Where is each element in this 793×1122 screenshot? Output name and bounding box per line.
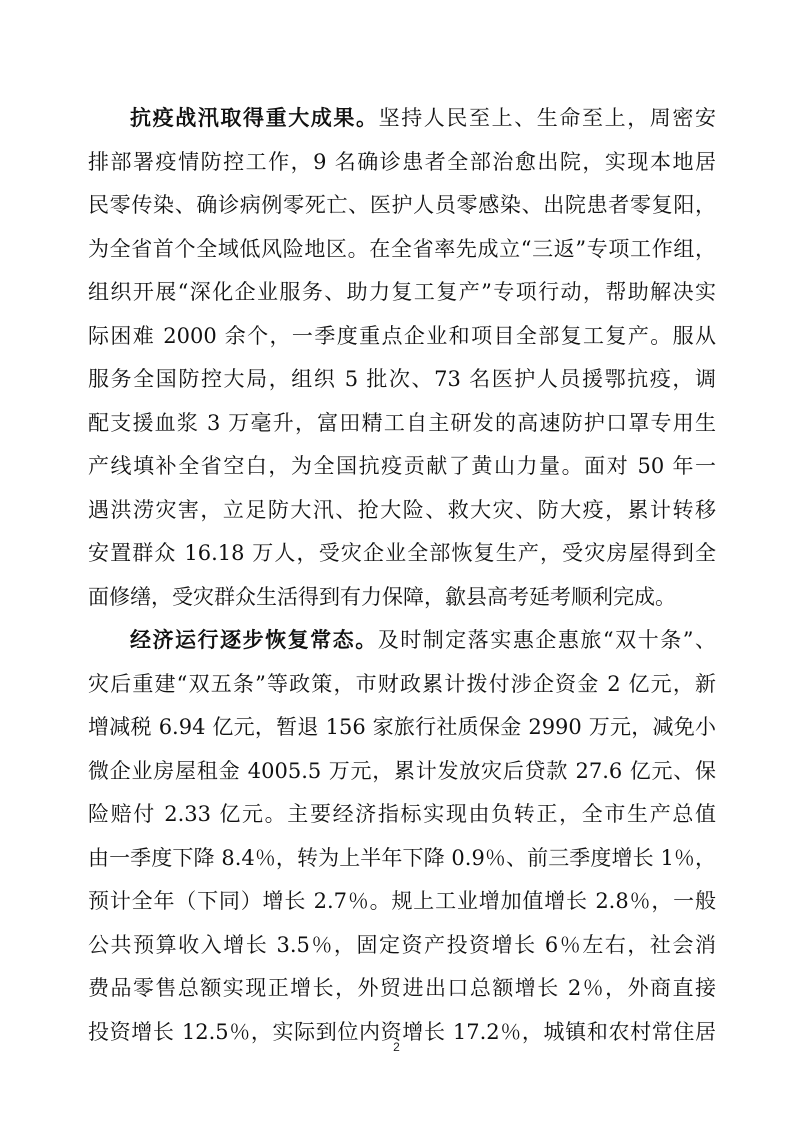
paragraph-1-line-6: 际困难 2000 余个，一季度重点企业和项目全部复工复产。服从 <box>88 323 716 348</box>
paragraph-1-line-2: 排部署疫情防控工作，9 名确诊患者全部治愈出院，实现本地居 <box>88 149 716 174</box>
paragraph-1-line-5: 组织开展“深化企业服务、助力复工复产”专项行动，帮助解决实 <box>88 280 716 304</box>
paragraph-1-line-9: 产线填补全省空白，为全国抗疫贡献了黄山力量。面对 50 年一 <box>88 454 716 478</box>
paragraph-1-text: 坚持人民至上、生命至上，周密安 <box>378 106 717 130</box>
paragraph-2-line-7: 预计全年（下同）增长 2.7％。规上工业增加值增长 2.8％，一般 <box>88 889 716 913</box>
paragraph-1-heading: 抗疫战汛取得重大成果。 <box>130 106 379 130</box>
paragraph-1-line-1 <box>88 97 716 141</box>
document-body <box>88 97 716 1054</box>
paragraph-1-line-4: 为全省首个全域低风险地区。在全省率先成立“三返”专项工作组， <box>88 236 716 261</box>
paragraph-1-line-8: 配支援血浆 3 万毫升，富田精工自主研发的高速防护口罩专用生 <box>88 410 716 435</box>
paragraph-2-line-1 <box>88 619 716 663</box>
paragraph-1-line-10: 遇洪涝灾害，立足防大汛、抢大险、救大灾、防大疫，累计转移 <box>88 497 716 522</box>
paragraph-2-line-10: 投资增长 12.5％，实际到位内资增长 17.2％，城镇和农村常住居 <box>88 1019 716 1044</box>
paragraph-2-text: 及时制定落实惠企惠旅“双十条”、 <box>377 628 716 652</box>
paragraph-2-line-3: 增减税 6.94 亿元，暂退 156 家旅行社质保金 2990 万元，减免小 <box>88 715 716 739</box>
page-number: 2 <box>393 1040 400 1054</box>
paragraph-2-line-8: 公共预算收入增长 3.5％，固定资产投资增长 6％左右，社会消 <box>88 932 716 957</box>
paragraph-2-line-9: 费品零售总额实现正增长，外贸进出口总额增长 2％，外商直接 <box>88 976 716 1000</box>
paragraph-2-heading: 经济运行逐步恢复常态。 <box>130 628 378 652</box>
paragraph-2-line-4: 微企业房屋租金 4005.5 万元，累计发放灾后贷款 27.6 亿元、保 <box>88 758 716 783</box>
paragraph-2-line-5: 险赔付 2.33 亿元。主要经济指标实现由负转正，全市生产总值 <box>88 802 716 826</box>
paragraph-2-line-6: 由一季度下降 8.4％，转为上半年下降 0.9％、前三季度增长 1％， <box>88 845 716 870</box>
paragraph-1-line-3: 民零传染、确诊病例零死亡、医护人员零感染、出院患者零复阳， <box>88 193 716 217</box>
paragraph-1-line-11: 安置群众 16.18 万人，受灾企业全部恢复生产，受灾房屋得到全 <box>88 541 716 565</box>
paragraph-2-line-2: 灾后重建“双五条”等政策，市财政累计拨付涉企资金 2 亿元，新 <box>88 671 716 696</box>
paragraph-1-line-12: 面修缮，受灾群众生活得到有力保障，歙县高考延考顺利完成。 <box>88 584 676 609</box>
paragraph-1-line-7: 服务全国防控大局，组织 5 批次、73 名医护人员援鄂抗疫，调 <box>88 367 716 391</box>
